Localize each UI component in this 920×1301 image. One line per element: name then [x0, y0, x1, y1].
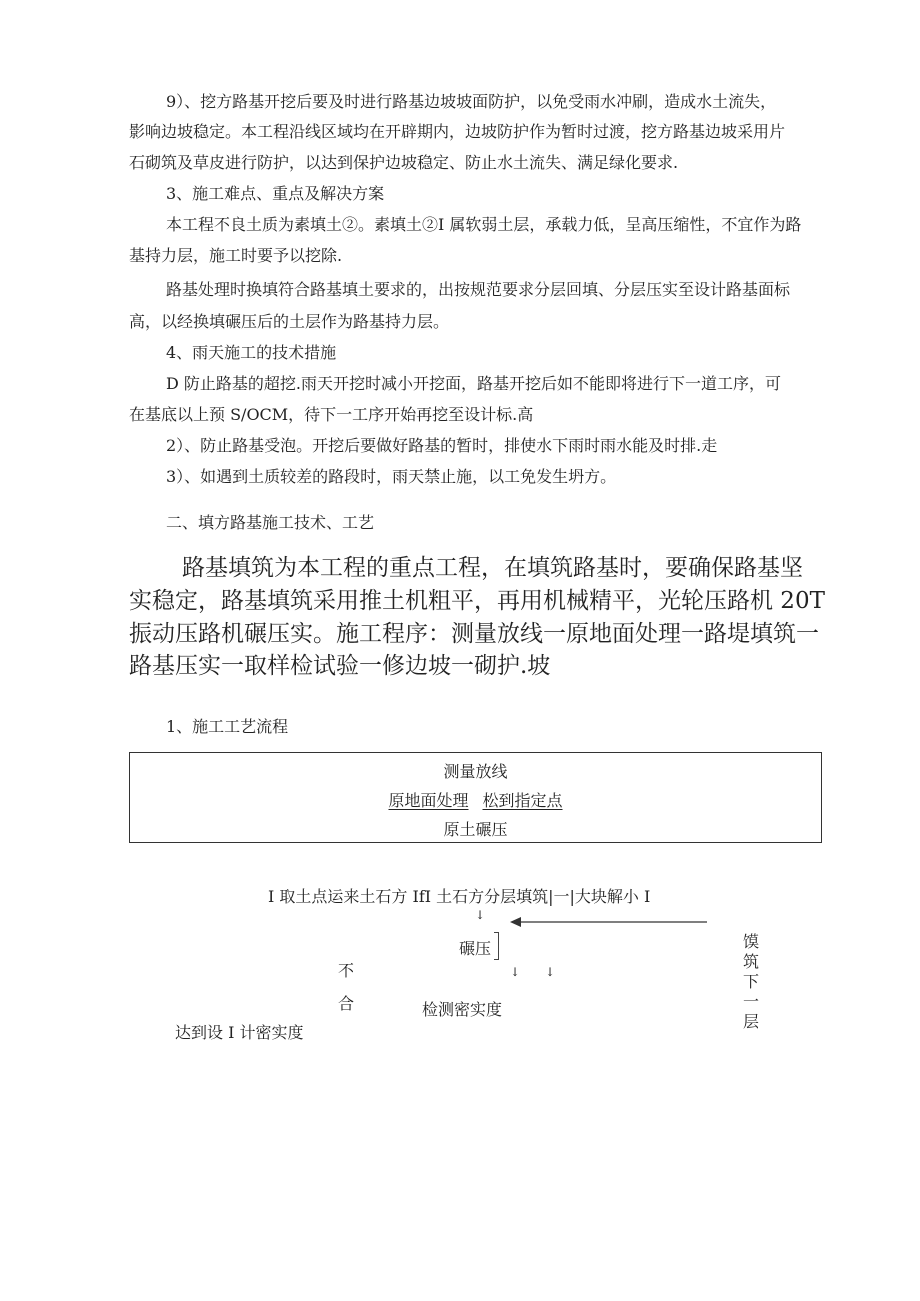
flow-step-density-test: 检测密实度	[422, 1000, 503, 1019]
flow-step-ground-treatment-a: 原地面处理	[388, 791, 469, 810]
flow-chain-earthwork: I 取土点运来土石方 IfI 土石方分层填筑|一|大块解小 I	[268, 887, 651, 906]
flow-step-survey: 测量放线	[443, 762, 508, 781]
emphasis-paragraph-line-2: 实稳定，路基填筑采用推土机粗平，再用机械精平，光轮压路机 20T	[129, 588, 825, 614]
paragraph-3-line-2: 高，以经换填碾压后的土层作为路基持力层。	[129, 312, 450, 331]
emphasis-paragraph-line-4: 路基压实一取样检试验一修边坡一砌护.坡	[129, 653, 551, 679]
flow-step-compaction: 碾压	[459, 939, 492, 958]
paragraph-2-line-1: 本工程不良土质为素填土②。素填土②I 属软弱土层，承载力低，呈高压缩性，不宜作为路	[166, 215, 802, 234]
paragraph-1-line-3: 石砌筑及草皮进行防护，以达到保护边坡稳定、防止水土流失、满足绿化要求.	[129, 153, 679, 172]
flow-step-reach-design-density: 达到设 I 计密实度	[175, 1023, 304, 1042]
arrow-down-icon: ↓	[510, 965, 521, 979]
paragraph-1-line-2: 影响边坡稳定。本工程沿线区域均在开辟期内，边坡防护作为暂时过渡，挖方路基边坡采用片	[129, 122, 786, 141]
heading-3: 3、施工难点、重点及解决方案	[166, 184, 385, 203]
arrow-down-icon: ↓	[475, 908, 486, 922]
flow-fail-char-1: 不	[338, 961, 355, 980]
arrow-down-icon: ↓	[545, 965, 556, 979]
paragraph-6: 3）、如遇到土质较差的路段时，雨天禁止施，以工免发生坍方。	[166, 467, 617, 486]
process-flow-box	[129, 752, 822, 843]
flow-step-compact-original: 原土碾压	[443, 820, 508, 839]
bracket-mark	[494, 932, 499, 960]
paragraph-3-line-1: 路基处理时换填符合路基填土要求的，出按规范要求分层回填、分层压实至设计路基面标	[166, 280, 791, 299]
heading-4: 4、雨天施工的技术措施	[166, 343, 337, 362]
flow-step-next-layer: 馍筑下一层	[742, 932, 759, 1031]
flow-step-ground-treatment	[130, 790, 821, 812]
section-2-heading: 二、填方路基施工技术、工艺	[166, 513, 375, 532]
flow-fail-char-2: 合	[338, 994, 355, 1013]
paragraph-1-line-1: 9）、挖方路基开挖后要及时进行路基边坡坡面防护，以免受雨水冲刷，造成水土流失，	[166, 92, 777, 111]
flow-step-ground-treatment-b: 松到指定点	[482, 791, 563, 810]
paragraph-4-line-1: D 防止路基的超挖.雨天开挖时减小开挖面，路基开挖后如不能即将进行下一道工序，可	[166, 374, 782, 393]
arrow-left-icon	[510, 915, 710, 929]
subheading-process-flow: 1、施工工艺流程	[166, 717, 289, 736]
paragraph-5: 2）、防止路基受泡。开挖后要做好路基的暂时，排使水下雨时雨水能及时排.走	[166, 436, 718, 455]
paragraph-4-line-2: 在基底以上预 S/OCM，待下一工序开始再挖至设计标.高	[129, 405, 534, 424]
emphasis-paragraph-line-3: 振动压路机碾压实。施工程序：测量放线一原地面处理一路堤填筑一	[129, 621, 819, 647]
paragraph-2-line-2: 基持力层，施工时要予以挖除.	[129, 246, 343, 265]
emphasis-paragraph-line-1: 路基填筑为本工程的重点工程，在填筑路基时，要确保路基坚	[182, 555, 803, 581]
